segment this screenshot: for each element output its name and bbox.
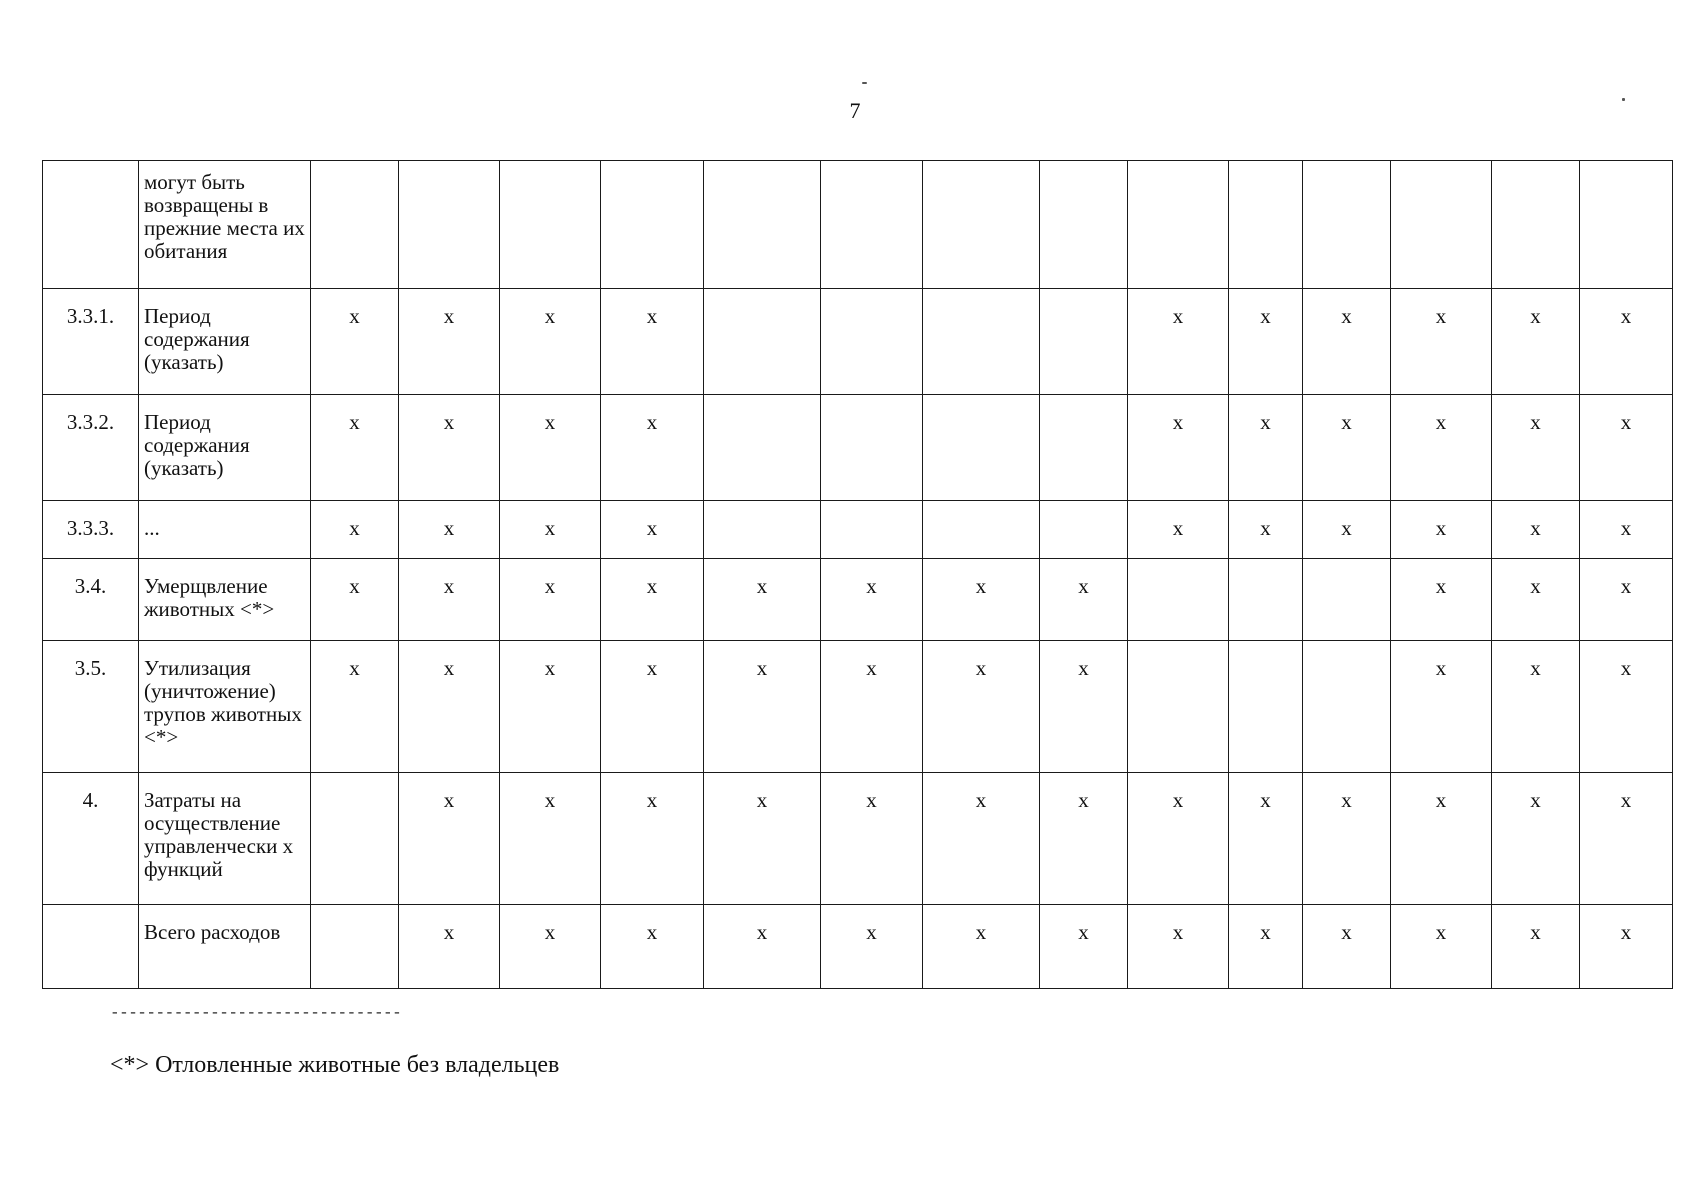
mark-cell: x [1391, 559, 1492, 641]
row-number-cell: 3.3.1. [43, 289, 139, 395]
mark-cell: x [821, 641, 923, 773]
row-label-cell: могут быть возвращены в прежние места их обитания [139, 161, 311, 289]
mark-cell: x [601, 501, 704, 559]
mark-cell [1040, 289, 1128, 395]
mark-cell: x [923, 773, 1040, 905]
mark-cell [923, 501, 1040, 559]
mark-cell: x [311, 289, 399, 395]
row-label-cell: ... [139, 501, 311, 559]
mark-cell: x [1391, 501, 1492, 559]
mark-cell: x [601, 395, 704, 501]
table-row [43, 905, 1673, 989]
mark-cell: x [399, 395, 500, 501]
mark-cell: x [1128, 289, 1229, 395]
mark-cell [1128, 641, 1229, 773]
mark-cell: x [821, 559, 923, 641]
mark-cell [704, 289, 821, 395]
mark-cell: x [923, 559, 1040, 641]
mark-cell: x [1492, 559, 1580, 641]
mark-cell: x [601, 905, 704, 989]
mark-cell: x [1580, 905, 1673, 989]
mark-cell: x [601, 559, 704, 641]
mark-cell: x [601, 641, 704, 773]
mark-cell: x [1492, 501, 1580, 559]
mark-cell: x [1229, 289, 1303, 395]
mark-cell [821, 161, 923, 289]
row-number-cell: 3.3.3. [43, 501, 139, 559]
mark-cell: x [1229, 395, 1303, 501]
row-label-cell: Утилизация (уничтожение) трупов животных <*> [139, 641, 311, 773]
mark-cell [704, 395, 821, 501]
row-label-cell: Всего расходов [139, 905, 311, 989]
footnote-separator: -------------------------------- [110, 1004, 402, 1022]
mark-cell: x [1303, 501, 1391, 559]
mark-cell [311, 773, 399, 905]
mark-cell [1040, 501, 1128, 559]
mark-cell [821, 501, 923, 559]
mark-cell [1303, 641, 1391, 773]
mark-cell: x [1492, 395, 1580, 501]
mark-cell: x [1303, 289, 1391, 395]
mark-cell [923, 395, 1040, 501]
mark-cell [601, 161, 704, 289]
mark-cell [821, 289, 923, 395]
mark-cell: x [1580, 289, 1673, 395]
mark-cell: x [311, 641, 399, 773]
mark-cell: x [1391, 773, 1492, 905]
scan-speck [1622, 98, 1625, 101]
mark-cell: x [923, 641, 1040, 773]
mark-cell: x [399, 559, 500, 641]
mark-cell: x [500, 905, 601, 989]
mark-cell [1229, 641, 1303, 773]
mark-cell [1303, 559, 1391, 641]
scan-speck [862, 82, 867, 84]
mark-cell: x [1391, 289, 1492, 395]
mark-cell: x [1492, 905, 1580, 989]
mark-cell: x [704, 773, 821, 905]
mark-cell [923, 289, 1040, 395]
row-number-cell [43, 905, 139, 989]
mark-cell: x [311, 501, 399, 559]
table-row [43, 501, 1673, 559]
row-label-cell: Период содержания (указать) [139, 395, 311, 501]
table-row [43, 289, 1673, 395]
mark-cell: x [1580, 395, 1673, 501]
mark-cell: x [1580, 501, 1673, 559]
mark-cell: x [500, 773, 601, 905]
mark-cell [1229, 161, 1303, 289]
mark-cell: x [399, 905, 500, 989]
mark-cell: x [1580, 773, 1673, 905]
mark-cell: x [1492, 289, 1580, 395]
mark-cell: x [1229, 501, 1303, 559]
mark-cell: x [1040, 905, 1128, 989]
mark-cell: x [1303, 395, 1391, 501]
mark-cell: x [923, 905, 1040, 989]
mark-cell [704, 501, 821, 559]
row-number-cell: 3.3.2. [43, 395, 139, 501]
row-number-cell: 3.5. [43, 641, 139, 773]
mark-cell: x [1391, 395, 1492, 501]
table-row [43, 559, 1673, 641]
mark-cell: x [1128, 501, 1229, 559]
mark-cell: x [601, 773, 704, 905]
row-label-cell: Затраты на осуществление управленчески х функций [139, 773, 311, 905]
mark-cell: x [601, 289, 704, 395]
mark-cell: x [399, 289, 500, 395]
mark-cell [923, 161, 1040, 289]
row-label-cell: Период содержания (указать) [139, 289, 311, 395]
mark-cell: x [1128, 905, 1229, 989]
mark-cell: x [704, 641, 821, 773]
table-row [43, 395, 1673, 501]
table-row [43, 161, 1673, 289]
mark-cell [1492, 161, 1580, 289]
mark-cell [311, 905, 399, 989]
mark-cell [1128, 559, 1229, 641]
mark-cell: x [500, 641, 601, 773]
mark-cell: x [1128, 773, 1229, 905]
mark-cell: x [500, 395, 601, 501]
mark-cell: x [1580, 641, 1673, 773]
mark-cell [311, 161, 399, 289]
mark-cell [821, 395, 923, 501]
table-row [43, 773, 1673, 905]
mark-cell: x [500, 289, 601, 395]
mark-cell: x [1128, 395, 1229, 501]
mark-cell: x [500, 501, 601, 559]
mark-cell [1040, 161, 1128, 289]
mark-cell [704, 161, 821, 289]
mark-cell: x [1303, 773, 1391, 905]
mark-cell: x [1492, 641, 1580, 773]
mark-cell: x [704, 905, 821, 989]
mark-cell: x [1391, 905, 1492, 989]
mark-cell: x [1229, 773, 1303, 905]
mark-cell: x [1040, 641, 1128, 773]
mark-cell: x [1303, 905, 1391, 989]
row-number-cell: 4. [43, 773, 139, 905]
mark-cell: x [500, 559, 601, 641]
row-number-cell: 3.4. [43, 559, 139, 641]
mark-cell [1229, 559, 1303, 641]
mark-cell: x [1040, 559, 1128, 641]
cost-table [42, 160, 1673, 989]
mark-cell: x [1391, 641, 1492, 773]
mark-cell [1040, 395, 1128, 501]
table-row [43, 641, 1673, 773]
mark-cell [1128, 161, 1229, 289]
mark-cell [1391, 161, 1492, 289]
mark-cell [1580, 161, 1673, 289]
mark-cell: x [1229, 905, 1303, 989]
mark-cell: x [821, 773, 923, 905]
mark-cell: x [704, 559, 821, 641]
mark-cell: x [311, 559, 399, 641]
mark-cell: x [1040, 773, 1128, 905]
mark-cell [399, 161, 500, 289]
footnote-text: <*> Отловленные животные без владельцев [110, 1052, 560, 1078]
mark-cell: x [311, 395, 399, 501]
mark-cell: x [399, 641, 500, 773]
mark-cell: x [1580, 559, 1673, 641]
page-number: 7 [849, 98, 861, 123]
row-number-cell [43, 161, 139, 289]
mark-cell: x [1492, 773, 1580, 905]
mark-cell: x [821, 905, 923, 989]
mark-cell: x [399, 773, 500, 905]
row-label-cell: Умерщвление животных <*> [139, 559, 311, 641]
mark-cell [1303, 161, 1391, 289]
mark-cell: x [399, 501, 500, 559]
mark-cell [500, 161, 601, 289]
